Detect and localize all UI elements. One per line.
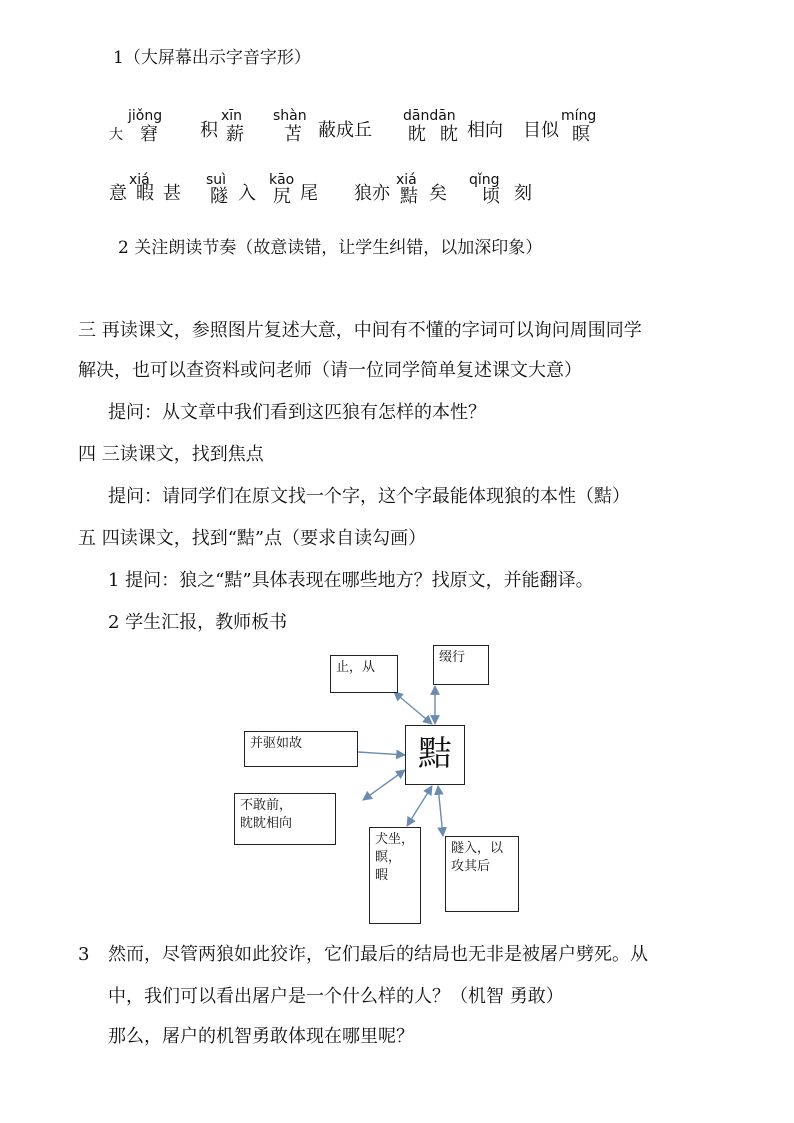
char-kao: 尻 <box>273 186 291 207</box>
char-ming: 瞑 <box>572 124 590 145</box>
item-3-line-2: 中，我们可以看出屠户是一个什么样的人？（机智 勇敢） <box>108 986 564 1007</box>
pinyin-sui: suì <box>206 172 227 188</box>
char-xia: 暇 <box>136 183 154 204</box>
pinyin-shan: shàn <box>273 108 307 124</box>
char-shan: 苫 <box>284 124 302 145</box>
item-3-line-1: 然而，尽管两狼如此狡诈，它们最后的结局也无非是被屠户劈死。从 <box>108 944 648 965</box>
char-ke: 刻 <box>514 183 532 204</box>
word-musi: 目似 <box>523 120 559 141</box>
char-wei: 尾 <box>300 183 318 204</box>
section-3-line-1: 三 再读课文，参照图片复述大意，中间有不懂的字词可以询问周围同学 <box>78 320 642 341</box>
char-ji: 积 <box>200 120 218 141</box>
node-zhi-cong: 止，从 <box>330 655 398 693</box>
pinyin-qing: qǐng <box>469 172 500 188</box>
pinyin-dandan: dāndān <box>403 108 456 124</box>
section-3-line-2: 解决，也可以查资料或问老师（请一位同学简单复述课文大意） <box>78 360 582 381</box>
node-center-xia: 黠 <box>405 725 465 785</box>
section-5-item-1: 1 提问：狼之“黠”具体表现在哪些地方？找原文，并能翻译。 <box>108 570 594 591</box>
arrow-zhicong <box>394 692 432 724</box>
arrow-bugan <box>363 770 405 800</box>
char-dan2: 眈 <box>440 124 458 145</box>
node-quan-zuo: 犬坐， 瞑， 暇 <box>369 827 421 924</box>
char-xia-2: 黠 <box>400 186 418 207</box>
item-2-reading-rhythm: 2 关注朗读节奏（故意读错，让学生纠错，以加深印象） <box>118 238 543 258</box>
section-5-item-2: 2 学生汇报，教师板书 <box>108 612 288 633</box>
char-sui: 隧 <box>210 186 228 207</box>
word-biculeqiu: 蔽成丘 <box>318 120 372 141</box>
pinyin-ming: míng <box>561 108 597 124</box>
char-ru: 入 <box>238 183 256 204</box>
pinyin-xin: xīn <box>221 108 243 124</box>
char-qing: 顷 <box>482 186 500 207</box>
word-xiangxiang: 相向 <box>467 120 503 141</box>
section-3-question: 提问：从文章中我们看到这匹狼有怎样的本性？ <box>108 402 486 423</box>
section-4-heading: 四 三读课文，找到焦点 <box>78 444 264 465</box>
node-bu-gan-qian: 不敢前， 眈眈相向 <box>234 793 336 845</box>
arrow-bingqu <box>358 752 405 755</box>
char-jiong: 窘 <box>140 124 158 145</box>
pinyin-xia-2: xiá <box>396 172 417 188</box>
char-da: 大 <box>109 127 123 143</box>
arrow-suiru <box>438 786 443 836</box>
pinyin-xia: xiá <box>129 172 150 188</box>
item-1-heading: 1（大屏幕出示字音字形） <box>113 48 311 68</box>
item-3-number: 3 <box>78 944 90 965</box>
pinyin-jiong: jiǒng <box>128 108 163 124</box>
item-3-line-3: 那么，屠户的机智勇敢体现在哪里呢？ <box>108 1026 414 1047</box>
char-dan1: 眈 <box>408 124 426 145</box>
char-shen: 甚 <box>163 183 181 204</box>
pinyin-kao: kāo <box>269 172 295 188</box>
section-5-heading: 五 四读课文，找到“黠”点（要求自读勾画） <box>78 528 427 549</box>
node-sui-ru: 隧入，以 攻其后 <box>445 836 519 912</box>
char-yi: 意 <box>109 183 127 204</box>
char-xin: 薪 <box>226 124 244 145</box>
char-yi-2: 矣 <box>429 183 447 204</box>
section-4-question: 提问：请同学们在原文找一个字，这个字最能体现狼的本性（黠） <box>108 486 630 507</box>
node-zhui-xing: 缀行 <box>433 645 489 685</box>
node-bing-qu-ru-gu: 并驱如故 <box>244 731 358 767</box>
arrow-quanzuo <box>407 786 432 826</box>
word-langyi: 狼亦 <box>354 183 390 204</box>
